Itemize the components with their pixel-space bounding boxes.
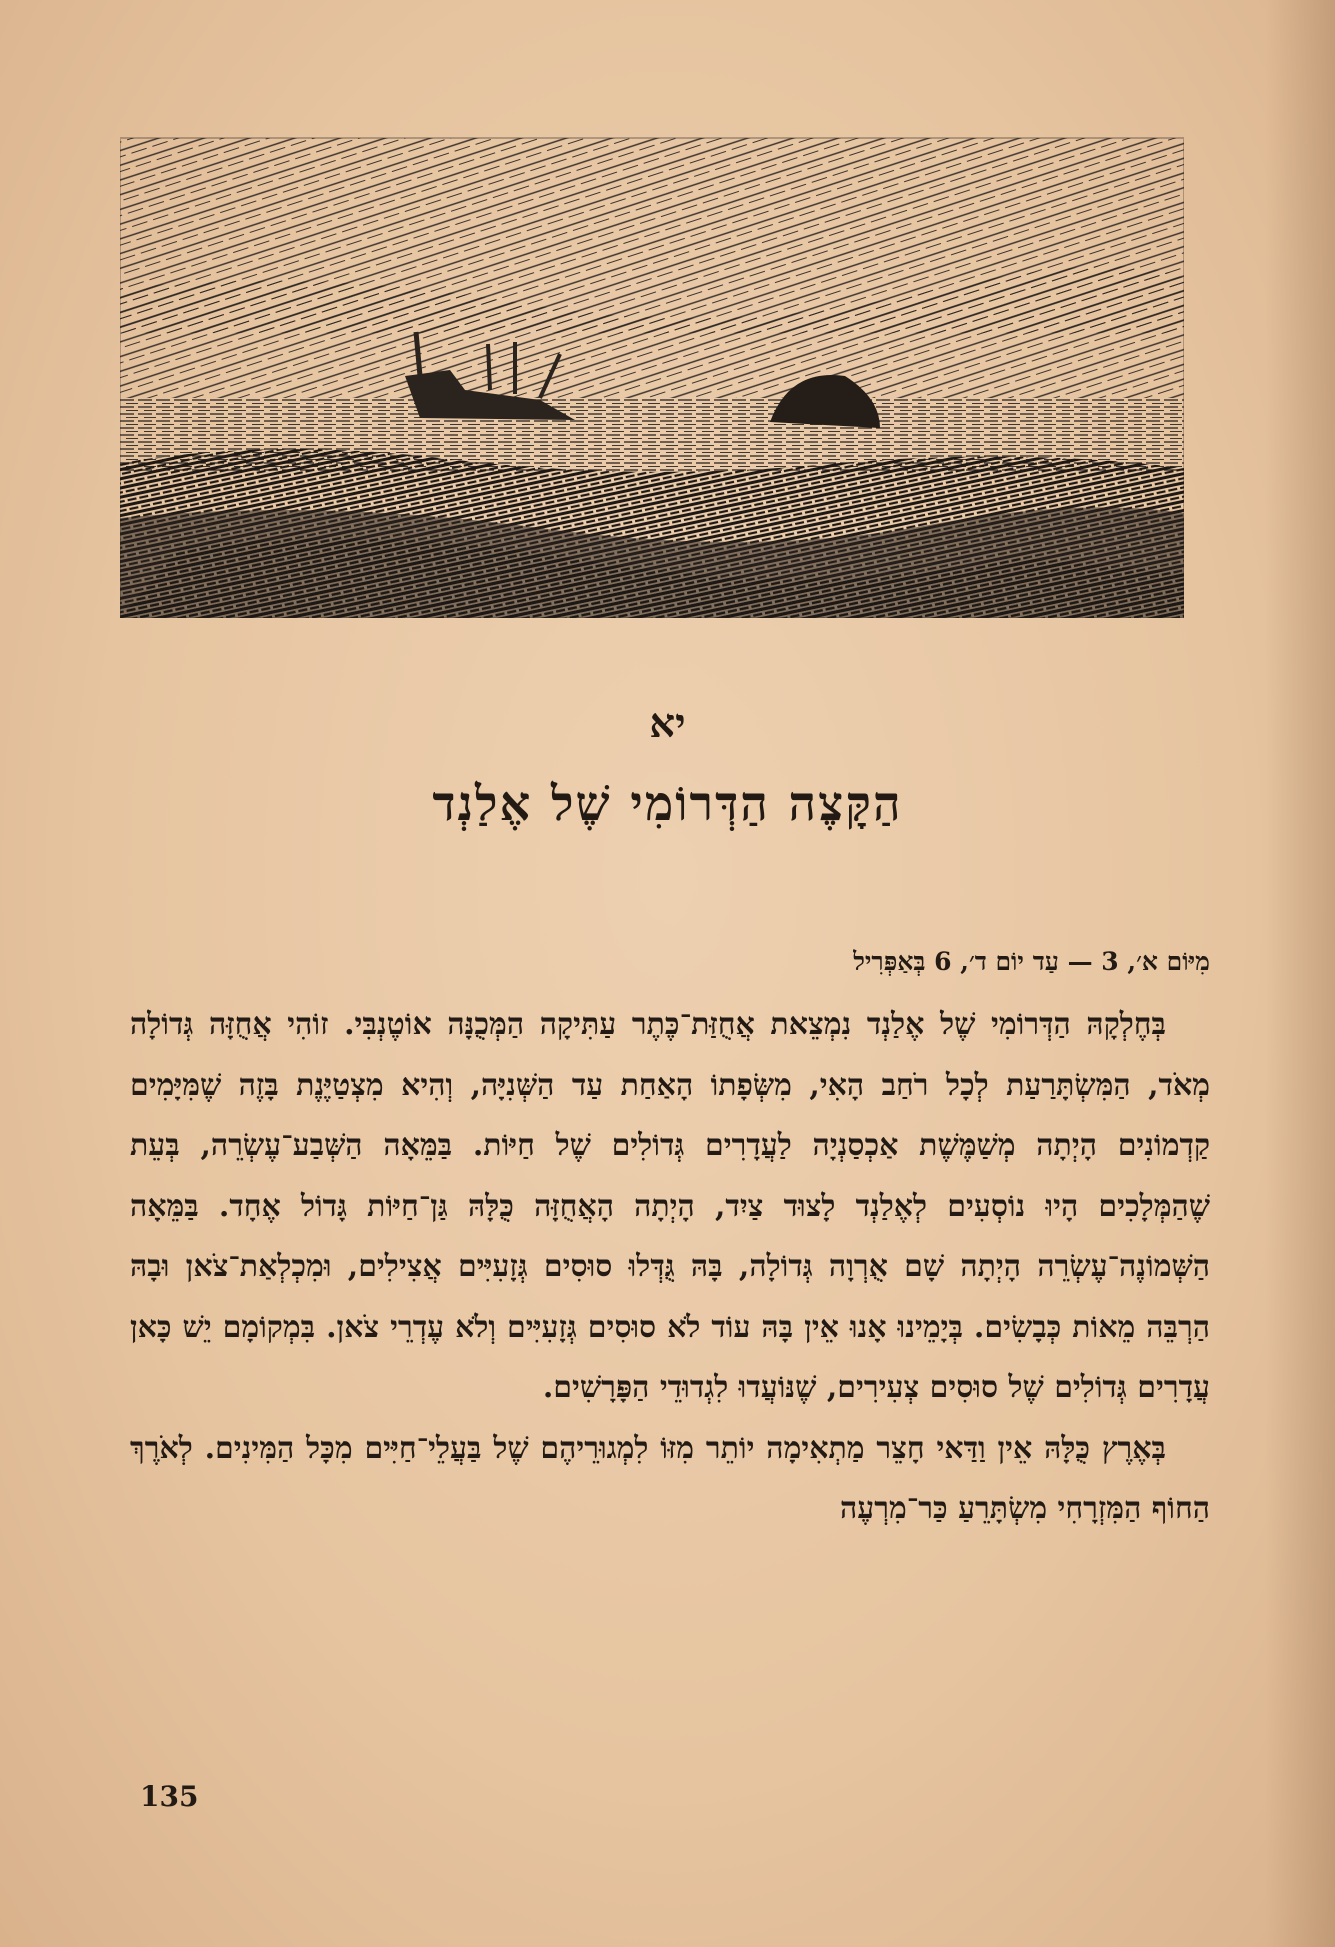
page-number: 135 bbox=[140, 1780, 199, 1813]
date-range-line: מִיּוֹם א׳, 3 — עַד יוֹם ד׳, 6 בְּאַפְּרִיל bbox=[853, 947, 1210, 976]
chapter-title: הַקָּצֶה הַדְּרוֹמִי שֶׁל אֶלַנְד bbox=[432, 776, 903, 832]
paragraph-1: בְּחֶלְקָהּ הַדְּרוֹמִי שֶׁל אֶלַנְד נִמְצֵאת אֲחֻזַּת־כֶּתֶר עַתִּיקָה הַמְּכֻנָּה אוֹטֶנְבִּי. זוֹהִי אֲחֻזָּה גְּדוֹלָה מְאֹד, הַמִּשְׂתָּרַעַת לְכָל רֹחַב הָאִי, מִשְּׂפָתוֹ הָאַחַת עַד הַשְּׁנִיָּה, וְהִיא מִצְטַיֶּנֶת בָּזֶה שֶׁמִּיָּמִים קַדְמוֹנִים הָיְתָה מְשַׁמֶּשֶׁת אַכְסַנְיָה לַעֲדָרִים גְּדוֹלִים שֶׁל חַיּוֹת. בַּמֵּאָה הַשְּׁבַע־עֶשְׂרֵה, בְּעֵת שֶׁהַמְּלָכִים הָיוּ נוֹסְעִים לְאֶלַנְד לָצוּד צַיִד, הָיְתָה הָאֲחֻזָּה כֻּלָּהּ גַּן־חַיּוֹת גָּדוֹל אֶחָד. בַּמֵּאָה הַשְּׁמוֹנֶה־עֶשְׂרֵה הָיְתָה שָׁם אֻרְוָה גְּדוֹלָה, בָּהּ גֻּדְּלוּ סוּסִים גְּזָעִיִּים אֲצִילִים, וּמִכְלְאַת־צֹאן וּבָהּ הַרְבֵּה מֵאוֹת כְּבָשִׂים. בְּיָמֵינוּ אָנוּ אֵין בָּהּ עוֹד לֹא סוּסִים גְּזָעִיִּים וְלֹא עֶדְרֵי צֹאן. בִּמְקוֹמָם יֵשׁ כָּאן עֲדָרִים גְּדוֹלִים שֶׁל סוּסִים צְעִירִים, שֶׁנּוֹעֲדוּ לִגְדוּדֵי הַפָּרָשִׁים. bbox=[130, 1007, 1210, 1405]
page-spine-shadow bbox=[1265, 0, 1335, 1947]
paragraph-2: בְּאֶרֶץ כֻּלָּהּ אֵין וַדַּאי חָצֵר מַתְאִימָה יוֹתֵר מִזּוֹ לִמְגוּרֵיהֶם שֶׁל בַּעֲלֵי־חַיִּים מִכָּל הַמִּינִים. לְאֹרֶךְ הַחוֹף הַמִּזְרָחִי מִשְׂתָּרֵעַ כַּר־מִרְעֶה bbox=[130, 1430, 1210, 1526]
shipwreck-illustration bbox=[120, 118, 1184, 618]
chapter-number: יא bbox=[649, 700, 686, 747]
chapter-body bbox=[130, 995, 1210, 1540]
